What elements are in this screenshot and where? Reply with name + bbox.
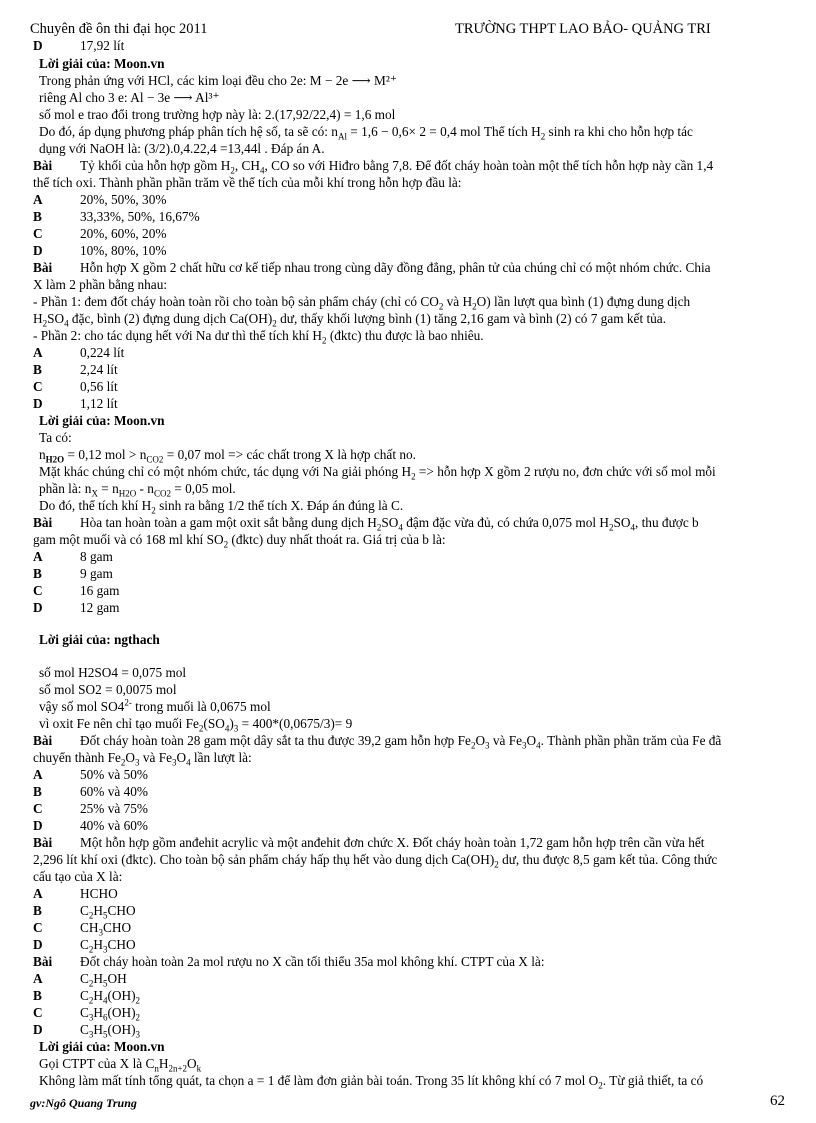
text-line: vậy số mol $SO4^{2-}$ trong muối là 0,0675 mol [39, 697, 271, 714]
option-text: $C_2H_4(OH)_2$ [80, 988, 141, 1006]
option-label: A [33, 549, 43, 564]
text-line: Không làm mất tính tổng quát, ta chọn a = 1 để làm đơn giản bài toán. Trong 35 lít không khí có 7 mol $O_2$. Từ giả thiết, ta có [39, 1073, 704, 1091]
question-text: - Phần 2: cho tác dụng hết với Na dư thì thể tích khí $H_2$ (đktc) thu được là bao nhiêu. [33, 328, 484, 346]
text-line: số mol H2SO4 = 0,075 mol [39, 665, 187, 680]
question-text: X làm 2 phần bằng nhau: [33, 277, 168, 292]
option-text: 25% và 75% [80, 801, 148, 816]
option-text: 33,33%, 50%, 16,67% [80, 209, 200, 224]
option-label: B [33, 566, 42, 581]
option-text: 0,56 lít [80, 379, 118, 394]
question-label: Bài [33, 515, 53, 530]
text-line: Do đó, áp dụng phương pháp phân tích hệ số, ta sẽ có: $n_{Al} = 1,6 - 0,6\times 2 = 0,4$ mol Thể tích $H_2$ sinh ra khi cho hỗn hợp tác [39, 124, 693, 142]
question-text: Đốt cháy hoàn toàn 28 gam một dây sắt ta thu được 39,2 gam hỗn hợp $Fe_2O_3$ và $Fe_3O_4$. Thành phần phần trăm của Fe đã [80, 733, 722, 751]
option-label: A [33, 345, 43, 360]
option-label: B [33, 784, 42, 799]
question-text: Hỗn hợp X gồm 2 chất hữu cơ kế tiếp nhau trong cùng dãy đồng đẳng, phân tử của chúng chỉ có một nhóm chức. Chia [80, 260, 711, 275]
question-text: cấu tạo của X là: [33, 869, 123, 884]
text-line: riêng Al cho 3 e: Al − 3e ⟶ Al³⁺ [39, 90, 220, 105]
option-label: D [33, 396, 43, 411]
question-label: Bài [33, 260, 53, 275]
option-label: C [33, 920, 43, 935]
option-label: B [33, 209, 42, 224]
option-text: $C_2H_5CHO$ [80, 903, 136, 921]
option-label: B [33, 362, 42, 377]
option-text: 50% và 50% [80, 767, 148, 782]
option-label: D [33, 38, 43, 53]
question-label: Bài [33, 954, 53, 969]
option-text: 16 gam [80, 583, 120, 598]
option-text: $C_3H_5(OH)_3$ [80, 1022, 141, 1040]
solution-heading: Lời giải của: Moon.vn [39, 413, 165, 428]
option-text: 60% và 40% [80, 784, 148, 799]
option-label: B [33, 988, 42, 1003]
question-text: - Phần 1: đem đốt cháy hoàn toàn rồi cho toàn bộ sản phẩm cháy (chỉ có $CO_2$ và $H_2O$) lần lượt qua bình (1) đựng dung dịch [33, 294, 691, 312]
option-label: D [33, 600, 43, 615]
option-label: C [33, 801, 43, 816]
question-text: chuyển thành $Fe_2O_3$ và $Fe_3O_4$ lần lượt là: [33, 750, 252, 768]
option-label: A [33, 192, 43, 207]
solution-heading: Lời giải của: ngthach [39, 632, 160, 647]
text-line: Ta có: [39, 430, 72, 445]
option-text: $C_2H_5OH$ [80, 971, 127, 989]
question-label: Bài [33, 733, 53, 748]
question-text: thể tích oxi. Thành phần phần trăm về thể tích của mỗi khí trong hỗn hợp đầu là: [33, 175, 462, 190]
option-label: D [33, 937, 43, 952]
option-text: $CH_3CHO$ [80, 920, 132, 938]
option-text: 20%, 60%, 20% [80, 226, 167, 241]
option-text: $C_3H_6(OH)_2$ [80, 1005, 141, 1023]
text-line: phần là: $n_X = n_{H2O} - n_{CO2} = 0,05$ mol. [39, 481, 236, 499]
option-text: 2,24 lít [80, 362, 118, 377]
option-label: C [33, 583, 43, 598]
option-text: 20%, 50%, 30% [80, 192, 167, 207]
option-text: 1,12 lít [80, 396, 118, 411]
option-text: 8 gam [80, 549, 113, 564]
option-label: D [33, 1022, 43, 1037]
option-label: C [33, 226, 43, 241]
text-line: Trong phản ứng với HCl, các kim loại đều cho 2e: M − 2e ⟶ M²⁺ [39, 73, 397, 88]
text-line: vì oxit Fe nên chỉ tạo muối $Fe_2(SO_4)_3 = 400*(0,0675/3)= 9$ [39, 716, 353, 734]
text-line: Gọi CTPT của X là $C_nH_{2n+2}O_k$ [39, 1056, 202, 1074]
option-text: 9 gam [80, 566, 113, 581]
question-text: Tỷ khối của hỗn hợp gồm $H_2$, $CH_4$, CO so với Hiđro bằng 7,8. Để đốt cháy hoàn toàn một thể tích hỗn hợp này cần 1,4 [80, 158, 714, 176]
solution-heading: Lời giải của: Moon.vn [39, 56, 165, 71]
option-label: C [33, 1005, 43, 1020]
question-text: gam một muối và có 168 ml khí $SO_2$ (đktc) duy nhất thoát ra. Giá trị của b là: [33, 532, 446, 550]
option-label: A [33, 971, 43, 986]
page-number: 62 [770, 1093, 785, 1109]
option-text: HCHO [80, 886, 118, 901]
question-text: Đốt cháy hoàn toàn 2a mol rượu no X cần tối thiểu 35a mol không khí. CTPT của X là: [80, 954, 545, 969]
option-label: B [33, 903, 42, 918]
option-label: A [33, 886, 43, 901]
text-line: Do đó, thể tích khí $H_2$ sinh ra bằng 1/2 thể tích X. Đáp án đúng là C. [39, 498, 404, 516]
text-line: Mặt khác chúng chỉ có một nhóm chức, tác dụng với Na giải phóng $H_2$ => hỗn hợp X gồm 2 rượu no, đơn chức với số mol mỗi [39, 464, 716, 482]
option-text: 0,224 lít [80, 345, 125, 360]
question-label: Bài [33, 158, 53, 173]
header-left: Chuyên đề ôn thi đại học 2011 [30, 21, 208, 37]
header-right: TRƯỜNG THPT LAO BẢO- QUẢNG TRI [455, 21, 711, 37]
option-text: 17,92 lít [80, 38, 125, 53]
option-text: 12 gam [80, 600, 120, 615]
option-label: A [33, 767, 43, 782]
option-label: D [33, 243, 43, 258]
option-text: 40% và 60% [80, 818, 148, 833]
question-text: Một hỗn hợp gồm anđehit acrylic và một anđehit đơn chức X. Đốt cháy hoàn toàn 1,72 gam hỗn hợp trên cần vừa hết [80, 835, 705, 850]
option-text: 10%, 80%, 10% [80, 243, 167, 258]
question-label: Bài [33, 835, 53, 850]
option-label: D [33, 818, 43, 833]
option-label: C [33, 379, 43, 394]
text-line: $n_{H2O} = 0,12$ mol > $n_{CO2} = 0,07$ mol => các chất trong X là hợp chất no. [39, 447, 416, 465]
solution-heading: Lời giải của: Moon.vn [39, 1039, 165, 1054]
text-line: dụng với NaOH là: (3/2).0,4.22,4 =13,44l . Đáp án A. [39, 141, 325, 156]
question-text: $H_2SO_4$ đặc, bình (2) đựng dung dịch $Ca(OH)_2$ dư, thấy khối lượng bình (1) tăng 2,16 gam và bình (2) có 7 gam kết tủa. [33, 311, 667, 329]
footer-author: gv:Ngô Quang Trung [30, 1096, 137, 1110]
text-line: số mol SO2 = 0,0075 mol [39, 682, 177, 697]
question-text: Hòa tan hoàn toàn a gam một oxit sắt bằng dung dịch $H_2SO_4$ đậm đặc vừa đủ, có chứa 0,075 mol $H_2SO_4$, thu được b [80, 515, 699, 533]
option-text: $C_2H_3CHO$ [80, 937, 136, 955]
question-text: 2,296 lít khí oxi (đktc). Cho toàn bộ sản phẩm cháy hấp thụ hết vào dung dịch $Ca(OH)_2$ dư, thu được 8,5 gam kết tủa. Công thức [33, 852, 718, 870]
text-line: số mol e trao đổi trong trường hợp này là: 2.(17,92/22,4) = 1,6 mol [39, 107, 396, 122]
